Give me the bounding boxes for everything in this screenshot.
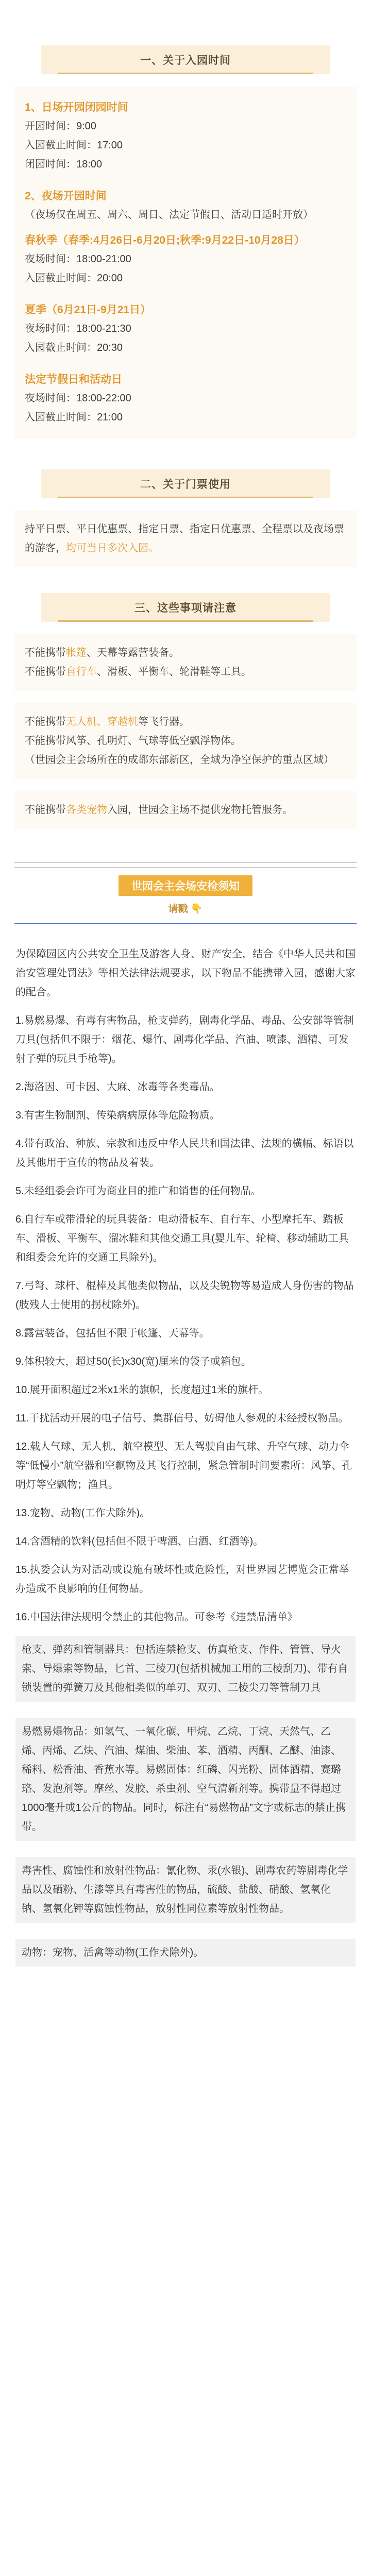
day-close: 闭园时间：18:00 <box>25 159 103 170</box>
notice-3-b: 无人机、穿越机 <box>66 716 138 727</box>
notice-3-e: （世园会主会场所在的成都东部新区，全域为净空保护的重点区域） <box>25 754 334 766</box>
notice-3 <box>14 703 357 779</box>
ticket-highlight: 均可当日多次入园。 <box>66 543 159 554</box>
rule-16: 16.中国法律法规明令禁止的其他物品。可参考《违禁品清单》 <box>15 1612 298 1623</box>
night-session-title: 2、夜场开园时间 <box>25 190 107 202</box>
banner-title: 世园会主会场安检须知 <box>131 880 240 892</box>
rule-6: 6.自行车或带滑轮的玩具装备：电动滑板车、自行车、小型摩托车、踏板车、滑板、平衡车、溜冰鞋和其他交通工具(婴儿车、轮椅、移动辅助工具和组委会允许的交通工具除外)。 <box>15 1214 349 1263</box>
notice-3-c: 等飞行器。 <box>138 716 190 727</box>
notice-1-c: 、天幕等露营装备。 <box>87 647 179 658</box>
banned-list-2: 易燃易爆物品：如氢气、一氧化碳、甲烷、乙烷、丁烷、天然气、乙烯、丙烯、乙炔、汽油、煤油、柴油、苯、酒精、丙酮、乙醚、油漆、稀料、松香油、香蕉水等。易燃固体：红磷、闪光粉、固体酒精、赛璐珞、发泡剂等。摩丝、发胶、杀虫剂、空气清新剂等。携带量不得超过1000毫升或1公斤的物品。同时，标注有“易燃物品”文字或标志的禁止携带。 <box>15 1718 356 1841</box>
banned-list-1: 枪支、弹药和管制器具：包括连禁枪支、仿真枪支、作件、管管、导火索、导爆索等物品，匕首、三棱刀(包括机械加工用的三棱刮刀)、带有自锁装置的弹簧刀及其他相类似的单刃、双刃、三棱尖刀等管制刀具 <box>15 1636 356 1702</box>
section-1-header <box>41 45 330 74</box>
banned-list-3: 毒害性、腐蚀性和放射性物品：氰化物、汞(水银)、剧毒农药等剧毒化学品以及硒粉、生漆等具有毒害性的物品，硫酸、盐酸、硝酸、氢氧化钠、氢氧化钾等腐蚀性物品，放射性同位素等放射性物品。 <box>15 1857 356 1923</box>
rule-12: 12.载人气球、无人机、航空模型、无人驾驶自由气球、升空气球、动力伞等“低慢小”航空器和空飘物及其飞行控制，紧急管制时间要素所：风筝、孔明灯等空飘物；渔具。 <box>15 1441 352 1490</box>
rule-10: 10.展开面积超过2米x1米的旗帜，长度超过1米的旗杆。 <box>15 1384 269 1396</box>
rule-1: 1.易燃易爆、有毒有害物品，枪支弹药，剧毒化学品、毒品、公安部等管制刀具(包括但不限于：烟花、爆竹、剧毒化学品、汽油、喷漆、酒精、可发射子弹的玩具手枪等)。 <box>15 1015 354 1064</box>
rule-9: 9.体积较大，超过50(长)x30(宽)厘米的袋子或箱包。 <box>15 1356 251 1367</box>
please-tap <box>0 901 371 915</box>
divider-lines <box>14 862 357 868</box>
notice-1 <box>14 634 357 691</box>
notice-4-b: 各类宠物 <box>66 804 107 816</box>
security-banner <box>119 875 252 896</box>
summer-last: 入园截止时间：20:30 <box>25 342 123 353</box>
holiday-time: 夜场时间：18:00-22:00 <box>25 393 131 404</box>
rule-3: 3.有害生物制剂、传染病病原体等危险物质。 <box>15 1110 220 1121</box>
section-1-title: 一、关于入园时间 <box>140 55 231 66</box>
notice-4 <box>14 791 357 829</box>
header-underline <box>58 73 313 74</box>
pointing-down-icon: 👇 <box>190 904 203 914</box>
day-open: 开园时间：9:00 <box>25 121 96 132</box>
rule-11: 11.干扰活动开展的电子信号、集群信号、妨碍他人参观的未经授权物品。 <box>15 1413 349 1424</box>
notice-2-b: 自行车 <box>66 666 97 677</box>
summer-title: 夏季（6月21日-9月21日） <box>25 304 151 316</box>
ticket-usage-text <box>14 511 357 567</box>
please-text: 请戳 <box>168 904 188 914</box>
rule-8: 8.露营装备，包括但不限于帐篷、天幕等。 <box>15 1328 210 1339</box>
section-2-title: 二、关于门票使用 <box>140 479 231 490</box>
rule-5: 5.未经组委会许可为商业目的推广和销售的任何物品。 <box>15 1185 261 1197</box>
day-session-title: 1、日场开园闭园时间 <box>25 101 128 113</box>
ticket-text: 持平日票、平日优惠票、指定日票、指定日优惠票、全程票以及夜场票的游客， <box>25 523 344 554</box>
rule-13: 13.宠物、动物(工作犬除外)。 <box>15 1507 150 1519</box>
spring-autumn-title: 春秋季（春季:4月26日-6月20日;秋季:9月22日-10月28日） <box>25 234 305 246</box>
rule-7: 7.弓弩、球杆、棍棒及其他类似物品，以及尖锐物等易造成人身伤害的物品(肢残人士使用的拐杖除外)。 <box>15 1280 354 1311</box>
notice-2-c: 、滑板、平衡车、轮滑鞋等工具。 <box>97 666 251 677</box>
section-3-title: 三、这些事项请注意 <box>134 602 237 614</box>
notice-2-a: 不能携带 <box>25 666 66 677</box>
header-underline <box>58 497 313 498</box>
section-2-header <box>41 469 330 498</box>
banned-list-4: 动物：宠物、活禽等动物(工作犬除外)。 <box>15 1939 356 1967</box>
notice-3-d: 不能携带风筝、孔明灯、气球等低空飘浮物体。 <box>25 735 241 747</box>
spring-last: 入园截止时间：20:00 <box>25 273 123 284</box>
notice-4-a: 不能携带 <box>25 804 66 816</box>
holiday-last: 入园截止时间：21:00 <box>25 412 123 423</box>
header-underline <box>58 620 313 622</box>
notice-4-c: 入园，世园会主场不提供宠物托管服务。 <box>107 804 293 816</box>
night-note: （夜场仅在周五、周六、周日、法定节假日、活动日适时开放） <box>25 209 313 221</box>
day-last-entry: 入园截止时间：17:00 <box>25 140 123 151</box>
notice-1-b: 帐篷 <box>66 647 87 658</box>
spring-time: 夜场时间：18:00-21:00 <box>25 253 131 265</box>
section-3-header <box>41 593 330 622</box>
rule-14: 14.含酒精的饮料(包括但不限于啤酒、白酒、红酒等)。 <box>15 1536 264 1547</box>
summer-time: 夜场时间：18:00-21:30 <box>25 323 131 334</box>
rule-15: 15.执委会认为对活动或设施有破坏性或危险性，对世界园艺博览会正常举办造成不良影响的任何物品。 <box>15 1564 349 1595</box>
notice-3-a: 不能携带 <box>25 716 66 727</box>
security-rules <box>0 945 371 1967</box>
rule-2: 2.海洛因、可卡因、大麻、冰毒等各类毒品。 <box>15 1081 220 1093</box>
entry-time-card <box>14 87 357 438</box>
holiday-title: 法定节假日和活动日 <box>25 374 122 385</box>
rules-intro: 为保障园区内公共安全卫生及游客人身、财产安全，结合《中华人民共和国治安管理处罚法》等相关法律法规要求，以下物品不能携带入园，感谢大家的配合。 <box>15 948 356 998</box>
rule-4: 4.带有政治、种族、宗教和违反中华人民共和国法律、法规的横幅、标语以及其他用于宣传的物品及着装。 <box>15 1138 354 1168</box>
notice-1-a: 不能携带 <box>25 647 66 658</box>
